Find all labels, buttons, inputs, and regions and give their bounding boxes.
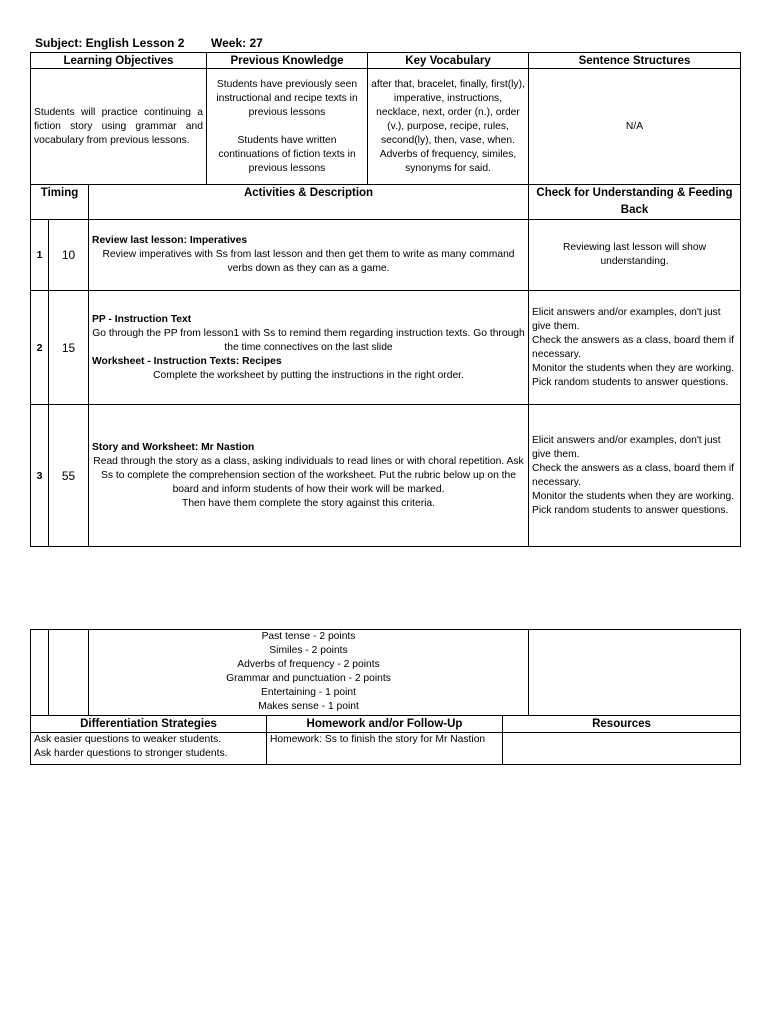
homework-header: Homework and/or Follow-Up bbox=[267, 716, 503, 733]
activity-row bbox=[31, 405, 741, 547]
rubric-item: Similes - 2 points bbox=[269, 645, 348, 656]
activity-title: Review last lesson: Imperatives bbox=[92, 235, 248, 246]
check-item: Monitor the students when they are working. bbox=[532, 490, 735, 502]
activity-minutes: 15 bbox=[49, 291, 89, 405]
activity-row bbox=[31, 291, 741, 405]
check-item: Pick random students to answer questions. bbox=[532, 376, 729, 388]
rubric-item: Grammar and punctuation - 2 points bbox=[226, 673, 391, 684]
activity-minutes: 55 bbox=[49, 405, 89, 547]
activity-text: Review imperatives with Ss from last lesson and then get them to write as many command verbs down as they can as a game. bbox=[102, 249, 515, 274]
week-label: Week: 27 bbox=[211, 36, 263, 50]
rubric-item: Makes sense - 1 point bbox=[258, 701, 359, 712]
sentence-structures-header: Sentence Structures bbox=[529, 53, 741, 69]
activities-header: Activities & Description bbox=[89, 185, 529, 220]
differentiation-cell bbox=[31, 733, 267, 765]
activity-text: Read through the story as a class, asking individuals to read lines or with choral repetition. Ask Ss to complete the comprehension section of the worksheet. Put the rubric below up on the board and inform students of how their work will be marked. bbox=[93, 455, 524, 495]
rubric-item: Adverbs of frequency - 2 points bbox=[237, 659, 380, 670]
previous-knowledge-item: Students have written continuations of fiction texts in previous lessons bbox=[218, 134, 356, 174]
rubric-item: Entertaining - 1 point bbox=[260, 687, 357, 698]
activity-description bbox=[89, 220, 529, 291]
check-item: Elicit answers and/or examples, don't just give them. bbox=[532, 306, 721, 332]
rubric-criteria bbox=[89, 630, 529, 716]
activity-description bbox=[89, 405, 529, 547]
resources-cell bbox=[503, 733, 741, 765]
activity-text: Go through the PP from lesson1 with Ss to remind them regarding instruction texts. Go through the time connectives on the last slide bbox=[92, 327, 525, 353]
check-item: Monitor the students when they are working. bbox=[532, 362, 735, 374]
check-item: Elicit answers and/or examples, don't just give them. bbox=[532, 434, 721, 460]
key-vocabulary-cell: after that, bracelet, finally, first(ly), imperative, instructions, necklace, next, order (n.), order (v.), purpose, recipe, rules, second(ly), then, vase, when. Adverbs of frequency, similes, synonyms for said. bbox=[368, 69, 529, 185]
differentiation-item: Ask harder questions to stronger students. bbox=[34, 748, 228, 759]
activity-check: Reviewing last lesson will show understanding. bbox=[529, 220, 741, 291]
subject-title: Subject: English Lesson 2 bbox=[35, 36, 185, 50]
activity-check bbox=[529, 291, 741, 405]
previous-knowledge-cell bbox=[207, 69, 368, 185]
activity-text: Then have them complete the story against this criteria. bbox=[182, 497, 435, 509]
activity-text: Complete the worksheet by putting the instructions in the right order. bbox=[153, 369, 464, 381]
followup-table bbox=[30, 715, 741, 765]
homework-cell: Homework: Ss to finish the story for Mr Nastion bbox=[267, 733, 503, 765]
activity-number: 2 bbox=[31, 291, 49, 405]
rubric-item: Past tense - 2 points bbox=[261, 631, 356, 642]
activity-title: Worksheet - Instruction Texts: Recipes bbox=[92, 355, 282, 367]
check-understanding-header: Check for Understanding & Feeding Back bbox=[529, 185, 741, 220]
previous-knowledge-item: Students have previously seen instructional and recipe texts in previous lessons bbox=[216, 78, 358, 118]
sentence-structures-cell: N/A bbox=[529, 69, 741, 185]
activity-number: 3 bbox=[31, 405, 49, 547]
timing-header: Timing bbox=[31, 185, 89, 220]
key-vocabulary-header: Key Vocabulary bbox=[368, 53, 529, 69]
differentiation-header: Differentiation Strategies bbox=[31, 716, 267, 733]
activity-check bbox=[529, 405, 741, 547]
activity-minutes: 10 bbox=[49, 220, 89, 291]
activity-title: PP - Instruction Text bbox=[92, 313, 192, 325]
activity-title: Story and Worksheet: Mr Nastion bbox=[92, 441, 255, 453]
check-item: Check the answers as a class, board them if necessary. bbox=[532, 462, 735, 488]
check-item: Pick random students to answer questions. bbox=[532, 504, 729, 516]
differentiation-item: Ask easier questions to weaker students. bbox=[34, 734, 222, 745]
activity-row bbox=[31, 220, 741, 291]
lesson-overview-table bbox=[30, 52, 741, 185]
previous-knowledge-header: Previous Knowledge bbox=[207, 53, 368, 69]
learning-objectives-header: Learning Objectives bbox=[31, 53, 207, 69]
learning-objectives-cell: Students will practice continuing a fiction story using grammar and vocabulary from previous lessons. bbox=[31, 69, 207, 185]
check-item: Check the answers as a class, board them if necessary. bbox=[532, 334, 735, 360]
resources-header: Resources bbox=[503, 716, 741, 733]
activity-number: 1 bbox=[31, 220, 49, 291]
rubric-table bbox=[30, 629, 741, 716]
activities-table bbox=[30, 184, 741, 547]
activity-description bbox=[89, 291, 529, 405]
